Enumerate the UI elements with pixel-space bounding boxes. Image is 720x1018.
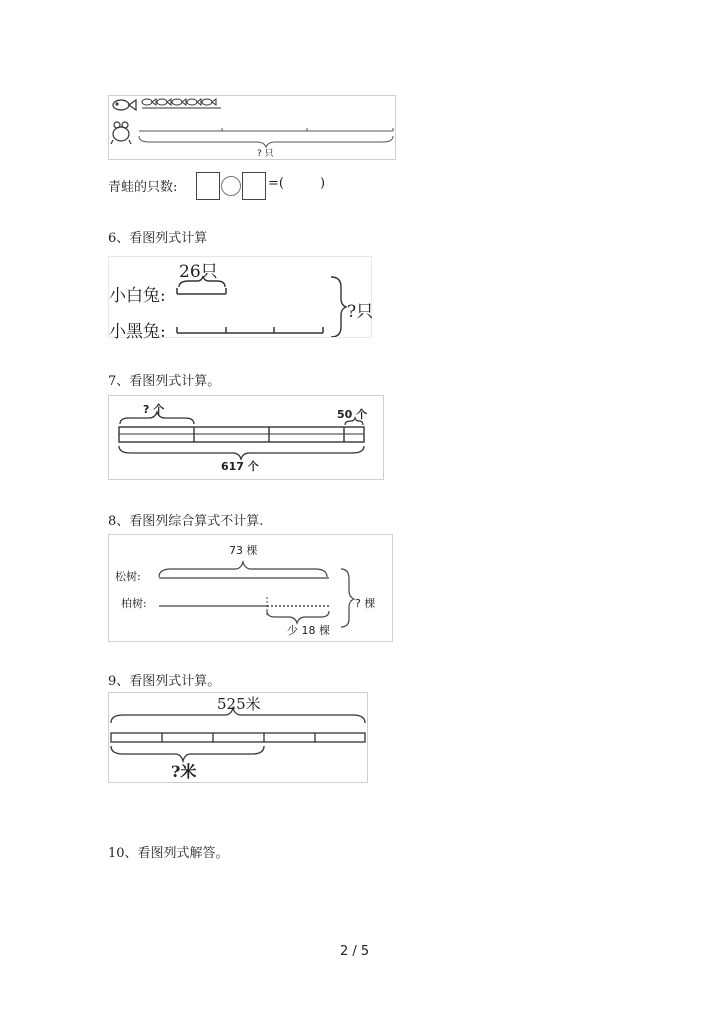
q8-cypress-label: 柏树:	[121, 597, 147, 610]
frog-count-label: 青蛙的只数:	[108, 180, 178, 195]
q8-title: 8、看图列综合算式不计算.	[108, 514, 264, 529]
fig5-question-label: ? 只	[257, 149, 274, 159]
q9-title: 9、看图列式计算。	[108, 674, 221, 689]
q6-black-rabbit-label: 小黑兔:	[109, 322, 166, 342]
q7-title: 7、看图列式计算。	[108, 374, 221, 389]
q6-white-rabbit-label: 小白兔:	[109, 286, 166, 306]
operator-circle[interactable]	[221, 176, 241, 196]
small-fish-row	[142, 99, 221, 108]
q7-total-label: 617 个	[221, 460, 259, 473]
page-number: 2 / 5	[340, 944, 370, 959]
figure-7	[108, 395, 384, 480]
q7-unknown-label: ? 个	[143, 403, 165, 416]
figure-5	[108, 95, 396, 160]
q6-count-label: 26只	[179, 262, 218, 282]
q7-small-label: 50 个	[337, 408, 368, 421]
figure-5-diagram	[109, 96, 395, 159]
q6-title: 6、看图列式计算	[108, 231, 208, 246]
equals-sign: =(	[268, 176, 284, 191]
q9-total-label: 525米	[217, 695, 261, 713]
q6-total-label: ?只	[347, 302, 374, 322]
q9-unknown-label: ?米	[171, 762, 197, 781]
figure-8	[108, 534, 393, 642]
answer-box-1[interactable]	[196, 172, 220, 200]
q8-total-label: ? 棵	[355, 597, 376, 610]
fish-icon	[113, 100, 136, 110]
frog-count-line	[108, 172, 368, 200]
answer-box-2[interactable]	[242, 172, 266, 200]
frog-icon	[111, 122, 131, 144]
close-paren: )	[320, 176, 326, 191]
q10-title: 10、看图列式解答。	[108, 846, 229, 861]
q8-diff-label: 少 18 棵	[287, 624, 330, 637]
figure-9	[108, 692, 368, 783]
q8-pine-label: 松树:	[115, 570, 141, 583]
figure-6	[108, 256, 374, 342]
q8-pine-count: 73 棵	[229, 544, 258, 557]
